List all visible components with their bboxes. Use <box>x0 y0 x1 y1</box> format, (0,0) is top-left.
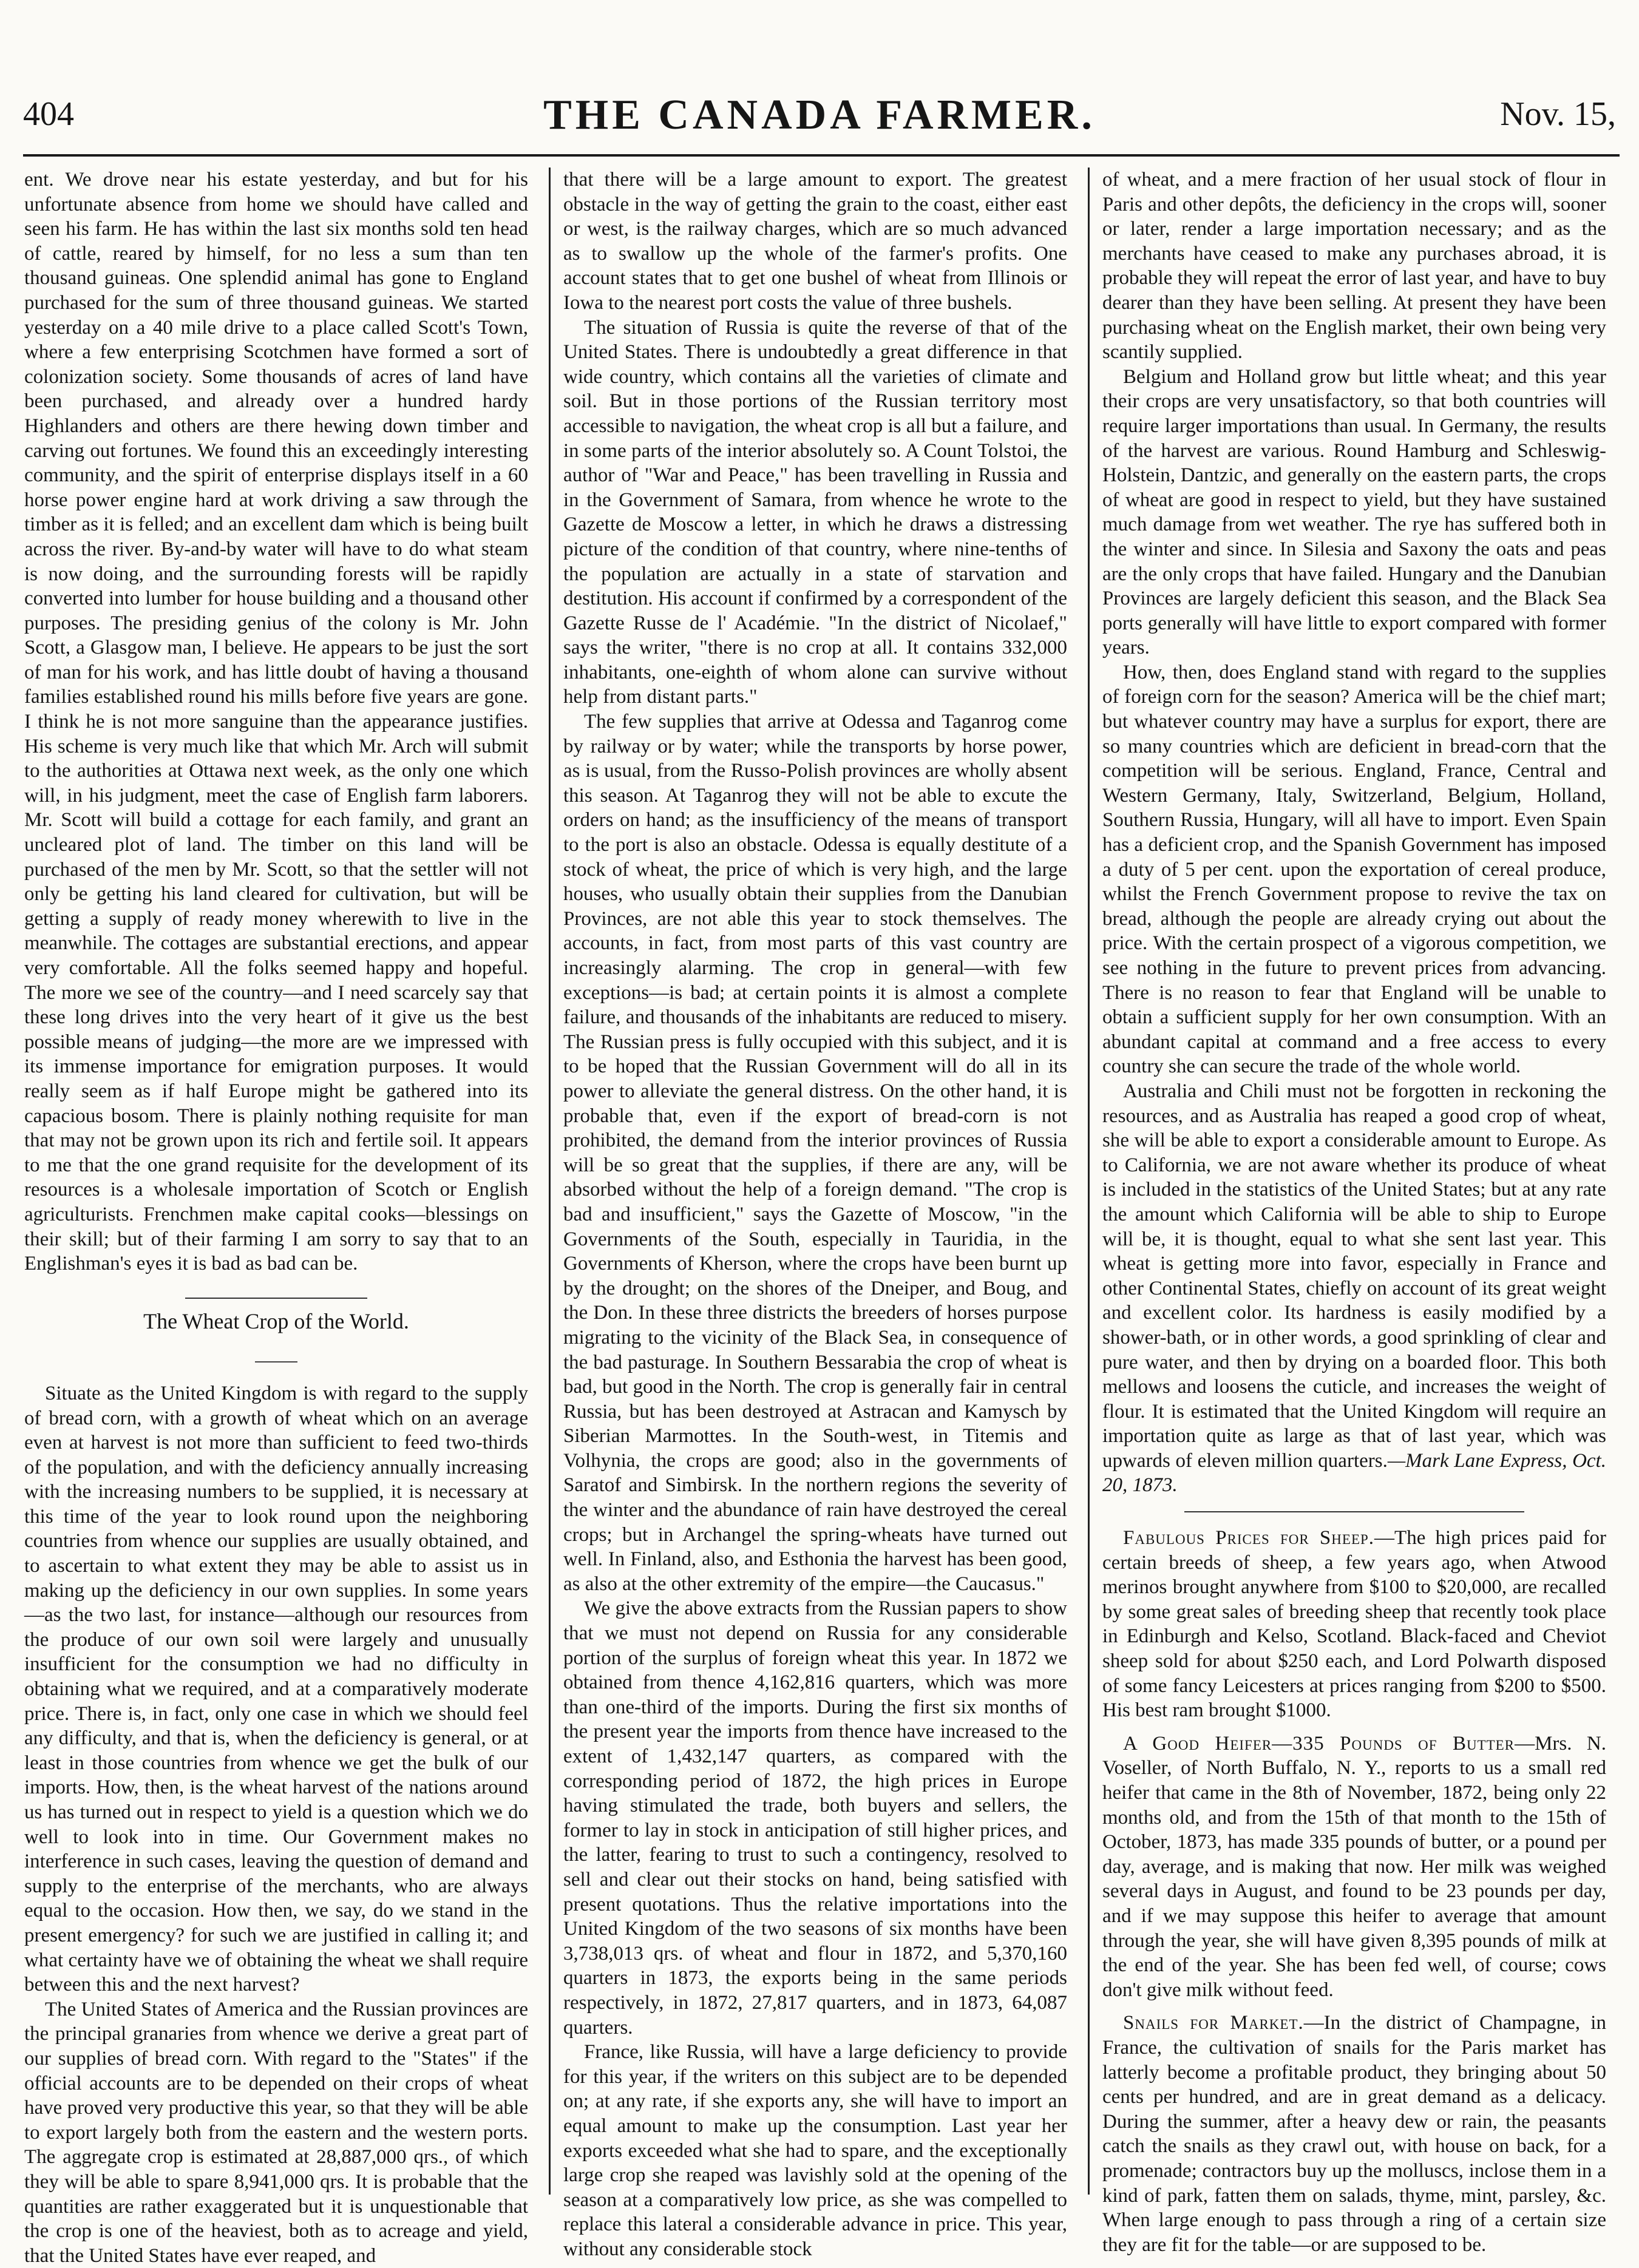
article-paragraph <box>1102 1079 1606 1498</box>
column-rule <box>549 168 551 2195</box>
news-item-heading: A Good Heifer—335 Pounds of Butter <box>1123 1732 1515 1755</box>
column-3 <box>1102 168 1606 2256</box>
article-source: —Mark Lane Express, Oct. 20, 1873. <box>1102 1449 1606 1497</box>
article-paragraph: We give the above extracts from the Russian papers to show that we must not depend on Russia for any considerable portion of the surplus of foreign wheat this year. In 1872 we obtained from thence 4,162,816 quarters, which was more than one-third of the imports. During the first six months of the present year the imports from thence have increased to the extent of 1,432,147 quarters, as compared with the corresponding period of 1872, the high prices in Europe having stimulated the trade, both buyers and sellers, the former to lay in stock in anticipation of still higher prices, and the latter, fearing to trust to such a contingency, resolved to sell and clear out their stocks on hand, being satisfied with present quotations. Thus the relative importations into the United Kingdom of the two seasons of six months have been 3,738,013 qrs. of wheat and flour in 1872, and 5,370,160 quarters in 1873, the exports being in the same periods respectively, in 1872, 27,817 quarters, and in 1873, 64,087 quarters. <box>563 1597 1067 2039</box>
article-paragraph: Belgium and Holland grow but little wheat; and this year their crops are very unsatisfactory, so that both countries will require larger importations than usual. In Germany, the results of the harvest are various. Round Hamburg and Schleswig-Holstein, Dantzic, and generally on the eastern parts, the crops of wheat are good in respect to yield, but they have sustained much damage from wet weather. The rye has suffered both in the winter and since. In Silesia and Saxony the oats and peas are the only crops that have failed. Hungary and the Danubian Provinces are largely deficient this season, and the Black Sea ports generally will have little to export compared with former years. <box>1102 365 1606 659</box>
column-2 <box>563 168 1067 2260</box>
section-separator <box>1184 1511 1524 1512</box>
news-item <box>1102 1731 1606 2003</box>
article-paragraph: The United States of America and the Russian provinces are the principal granaries from whence we derive a great part of our supplies of bread corn. With regard to the "States" if the official accounts are to be depended on their crops of wheat have proved very productive this year, so that they will be able to export largely both from the eastern and the western ports. The aggregate crop is estimated at 28,887,000 qrs., of which they will be able to spare 8,941,000 qrs. It is probable that the quantities are rather exaggerated but it is unquestionable that the crop is one of the heaviest, both as to acreage and yield, that the United States have ever reaped, and <box>24 1998 528 2267</box>
article-heading: The Wheat Crop of the World. <box>143 1308 409 1333</box>
article-paragraph: of wheat, and a mere fraction of her usual stock of flour in Paris and other depôts, the deficiency in the crops will, sooner or later, render a large importation necessary; and as the merchants have ceased to make any purchases abroad, it is probable they will repeat the error of last year, and have to buy dearer than they have been selling. At present they have been purchasing wheat on the English market, their own being very scantily supplied. <box>1102 169 1606 364</box>
section-ornament <box>24 1285 528 1291</box>
page-number: 404 <box>23 95 74 133</box>
article-paragraph: France, like Russia, will have a large deficiency to provide for this year, if the writers on this subject are to be depended on; at any rate, if she exports any, she will have to import an equal amount to make up the consumption. Last year her exports exceeded what she had to spare, and the exceptionally large crop she reaped was lavishly sold at the opening of the season at a comparatively low price, as she was compelled to replace this lateral a considerable advance in price. This year, without any considerable stock <box>563 2041 1067 2260</box>
heading-dash <box>24 1344 528 1369</box>
news-item-heading: Fabulous Prices for Sheep. <box>1123 1527 1375 1549</box>
news-item <box>1102 2011 1606 2257</box>
article-paragraph: The few supplies that arrive at Odessa and Taganrog come by railway or by water; while the transports by horse power, as is usual, from the Russo-Polish provinces are wholly absent this season. At Taganrog they will not be able to excute the orders on hand; as the insufficiency of the means of transport to the port is also an obstacle. Odessa is equally destitute of a stock of wheat, the price of which is very high, and the large houses, who usually obtain their supplies from the Danubian Provinces, are not able this year to stock themselves. The accounts, in fact, from most parts of this vast country are increasingly alarming. The crop in general—with few exceptions—is bad; at certain points it is almost a complete failure, and thousands of the inhabitants are reduced to misery. The Russian press is fully occupied with this subject, and it is to be hoped that the Russian Government will do all in its power to alleviate the general distress. On the other hand, it is probable that, even if the export of bread-corn is not prohibited, the demand from the interior provinces of Russia will be so great that the supplies, if there are any, will be absorbed without the help of a foreign demand. "The crop is bad and insufficient," says the Gazette of Moscow, "in the Governments of the South, especially in Tauridia, in the Governments of Kherson, where the crops have been burnt up by the drought; on the shores of the Dneiper, and Boug, and the Don. In these three districts the breeders of horses purpose migrating to the vicinity of the Black Sea, in consequence of the bad pasturage. In Southern Bessarabia the crop of wheat is bad, but good in the North. The crop is generally fair in central Russia, but has been destroyed at Astracan and Kamysch by Siberian Marmottes. In the South-west, in Titemis and Volhynia, the crops are good; also in the governments of Saratof and Simbirsk. In the northern regions the severity of the winter and the abundance of rain have destroyed the cereal crops; but in Archangel the spring-wheats have turned out well. In Finland, also, and Esthonia the harvest has been good, as also at the other extremity of the empire—the Caucasus." <box>563 711 1067 1595</box>
article-paragraph: The situation of Russia is quite the reverse of that of the United States. There is undoubtedly a great difference in that wide country, which contains all the varieties of climate and soil. But in those portions of the Russian territory most accessible to navigation, the wheat crop is all but a failure, and in some parts of the interior absolutely so. A Count Tolstoi, the author of "War and Peace," has been travelling in Russia and in the Government of Samara, from whence he wrote to the Gazette de Moscow a letter, in which he draws a distressing picture of the condition of that country, where nine-tenths of the population are actually in a state of starvation and destitution. His account if confirmed by a correspondent of the Gazette Russe de l' Académie. "In the district of Nicolaef," says the writer, "there is no crop at all. It contains 332,000 inhabitants, one-eighth of whom alone can survive without help from distant parts." <box>563 316 1067 708</box>
masthead-title: THE CANADA FARMER. <box>543 92 1096 138</box>
article-paragraph: Situate as the United Kingdom is with regard to the supply of bread corn, with a growth of wheat which on an average even at harvest is not more than sufficient to feed two-thirds of the population, and with the deficiency annually increasing with the increasing numbers to be supplied, it is necessary at this time of the year to look round upon the neighboring countries from whence our supplies are usually obtained, and to ascertain to what extent they may be able to assist us in making up the deficiency in our own supplies. In some years—as the two last, for instance—although our resources from the produce of our own soil were largely and unusually insufficient for the consumption we had no difficulty in obtaining what we required, and at a comparatively moderate price. There is, in fact, only one case in which we should feel any difficulty, and that is, when the deficiency is general, or at least in those countries from whence we get the bulk of our imports. How, then, is the wheat harvest of the nations around us has turned out in respect to yield is a question which we do well to look into in time. Our Government makes no interference in such cases, leaving the question of demand and supply to the enterprise of the merchants, who are always equal to the occasion. How then, we say, do we stand in the present emergency? for such we are justified in calling it; and what certainty have we of obtaining the wheat we shall require between this and the next harvest? <box>24 1382 528 1996</box>
article-text: Australia and Chili must not be forgotten in reckoning the resources, and as Australia has reaped a good crop of wheat, she will be able to export a considerable amount to Europe. As to California, we are not aware whether its produce of wheat is included in the statistics of the United States; but at any rate the amount which California will be able to ship to Europe will be, it is thought, equal to what she sent last year. This wheat is getting more into favor, especially in France and other Continental States, chiefly on account of its great weight and excellent color. Its hardness is easily modified by a shower-bath, or in other words, a good sprinkling of clear and pure water, and then by drying on a boarded floor. This both mellows and loosens the cuticle, and increases the weight of flour. It is estimated that the United Kingdom will require an importation quite as large as that of last year, which was upwards of eleven million quarters. <box>1102 1080 1606 1472</box>
column-rule <box>1088 168 1090 2195</box>
issue-date: Nov. 15, <box>1500 95 1616 133</box>
article-paragraph: ent. We drove near his estate yesterday, and but for his unfortunate absence from home we should have called and seen his farm. He has within the last six months sold ten head of cattle, reared by himself, for no less a sum than ten thousand guineas. One splendid animal has gone to England purchased for the sum of three thousand guineas. We started yesterday on a 40 mile drive to a place called Scott's Town, where a few enterprising Scotchmen have formed a sort of colonization society. Some thousands of acres of land have been purchased, and already over a hundred hardy Highlanders and others are there hewing down timber and carving out fortunes. We found this an exceedingly interesting community, and the spirit of enterprise displays itself in a 60 horse power engine hard at work driving a saw through the timber as it is felled; and an excellent dam which is being built across the river. By-and-by water will have to do what steam is now doing, and the surrounding forests will be rapidly converted into lumber for house building and a thousand other purposes. The presiding genius of the colony is Mr. John Scott, a Glasgow man, I believe. He appears to be just the sort of man for his work, and has little doubt of having a thousand families established round his mills before five years are gone. I think he is not more sanguine than the appearance justifies. His scheme is very much like that which Mr. Arch will submit to the authorities at Ottawa next week, as the only one which will, in his judgment, meet the case of English farm laborers. Mr. Scott will build a cottage for each family, and grant an uncleared plot of land. The timber on this land will be purchased of the men by Mr. Scott, so that the settler will not only be getting his land cleared for cultivation, but will be getting a supply of ready money wherewith to live in the meanwhile. The cottages are substantial erections, and appear very comfortable. All the folks seemed happy and hopeful. The more we see of the country—and I need scarcely say that these long drives into the very heart of it give us the best possible means of judging—the more are we impressed with its immense importance for emigration purposes. It would really seem as if half Europe might be gathered into its capacious bosom. There is plainly nothing requisite for man that may not be grown upon its rich and fertile soil. It appears to me that the one grand requisite for the development of its resources is a wholesale importation of Scotch or English agriculturists. Frenchmen make capital cooks—blessings on their skill; but of their farming I am sorry to say that to an Englishman's eyes it is bad as bad can be. <box>24 169 528 1275</box>
news-item-heading: Snails for Market. <box>1123 2012 1304 2034</box>
news-item-body: —The high prices paid for certain breeds of sheep, a few years ago, when Atwood merinos brought anywhere from $100 to $20,000, are recalled by some great sales of breeding sheep that recently took place in Edinburgh and Kelso, Scotland. Black-faced and Cheviot sheep sold for about $250 each, and Lord Polwarth disposed of some fancy Leicesters at prices ranging from $200 to $500. His best ram brought $1000. <box>1102 1527 1606 1722</box>
header-rule <box>23 154 1620 157</box>
news-item-body: —In the district of Champagne, in France, the cultivation of snails for the Paris market has latterly become a profitable product, they bringing about 50 cents per hundred, and are in great demand as a delicacy. During the summer, after a heavy dew or rain, the peasants catch the snails as they crawl out, with house on back, for a promenade; contractors buy up the molluscs, inclose them in a kind of park, fatten them on salads, thyme, mint, parsley, &c. When large enough to pass through a ring of a certain size they are fit for the table—or are supposed to be. <box>1102 2012 1606 2256</box>
article-paragraph: that there will be a large amount to export. The greatest obstacle in the way of getting the grain to the coast, either east or west, is the railway charges, which are so much advanced as to swallow up the whole of the farmer's profits. One account states that to get one bushel of wheat from Illinois or Iowa to the nearest port costs the value of three bushels. <box>563 169 1067 314</box>
news-item-body: —Mrs. N. Voseller, of North Buffalo, N. Y., reports to us a small red heifer that came in the 8th of November, 1872, being only 22 months old, and from the 15th of that month to the 15th of October, 1873, has made 335 pounds of butter, or a pound per day, average, and is making that now. Her milk was weighed several days in August, and found to be 23 pounds per day, and if we may suppose this heifer to average that amount through the year, she will have given 8,395 pounds of milk at the end of the year. She has been fed well, of course; cows don't give milk without feed. <box>1102 1732 1606 2001</box>
news-item <box>1102 1526 1606 1723</box>
page-header <box>0 0 1639 140</box>
article-paragraph: How, then, does England stand with regard to the supplies of foreign corn for the season? America will be the chief mart; but whatever country may have a surplus for export, there are so many countries which are deficient in bread-corn that the competition will be serious. England, France, Central and Western Germany, Italy, Switzerland, Belgium, Holland, Southern Russia, Hungary, will all have to import. Even Spain has a deficient crop, and the Spanish Government has imposed a duty of 5 per cent. upon the exportation of cereal produce, whilst the French Government propose to revive the tax on bread, although the people are already crying out about the price. With the certain prospect of a vigorous competition, we see nothing in the future to prevent prices from advancing. There is no reason to fear that England will be unable to obtain a sufficient supply for her own consumption. With an abundant capital at command and a free access to every country she can secure the trade of the whole world. <box>1102 661 1606 1078</box>
column-1 <box>24 168 528 2267</box>
